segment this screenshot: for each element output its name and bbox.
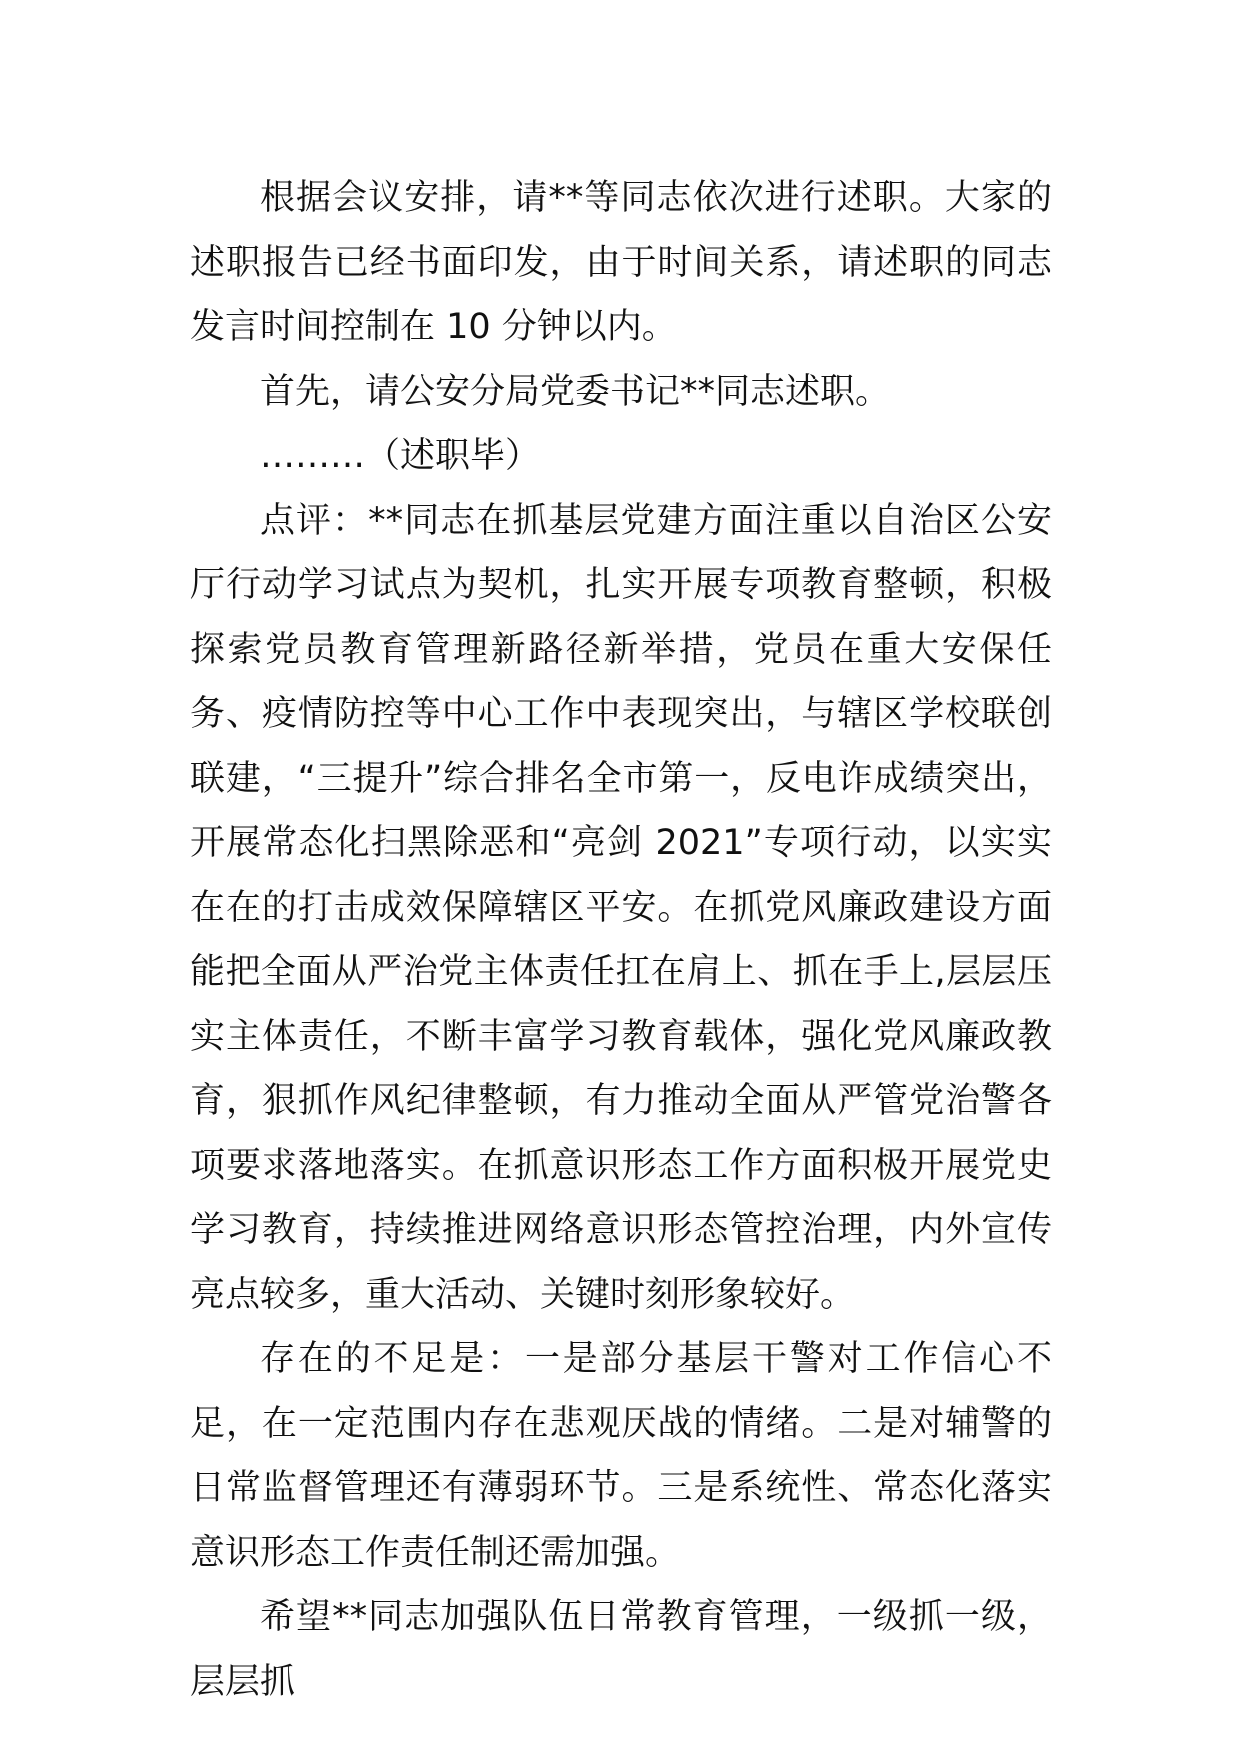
paragraph-report-finished: ………（述职毕）: [260, 436, 541, 476]
paragraph-review-comment: 点评：**同志在抓基层党建方面注重以自治区公安厅行动学习试点为契机，扎实开展专项教育整顿，积极探索党员教育管理新路径新举措，党员在重大安保任务、疫情防控等中心工作中表现突出，与辖区学校联创联建，“三提升”综合排名全市第一，反电诈成绩突出，开展常态化扫黑除恶和“亮剑 2021”专项行动，以实实在在的打击成效保障辖区平安。在抓党风廉政建设方面能把全面从严治党主体责任扛在肩上、抓在手上,层层压实主体责任，不断丰富学习教育载体，强化党风廉政教育，狠抓作风纪律整顿，有力推动全面从严管党治警各项要求落地落实。在抓意识形态工作方面积极开展党史学习教育，持续推进网络意识形态管控治理，内外宣传亮点较多，重大活动、关键时刻形象较好。: [190, 500, 1052, 1315]
paragraph-expectations: 希望**同志加强队伍日常教育管理，一级抓一级，层层抓: [190, 1597, 1052, 1702]
paragraph-shortcomings: 存在的不足是：一是部分基层干警对工作信心不足，在一定范围内存在悲观厌战的情绪。二是对辅警的日常监督管理还有薄弱环节。三是系统性、常态化落实意识形态工作责任制还需加强。: [190, 1339, 1052, 1573]
document-body: [190, 166, 1052, 1714]
paragraph-first-speaker: 首先，请公安分局党委书记**同志述职。: [260, 371, 891, 412]
paragraph-meeting-arrangement: 根据会议安排，请**等同志依次进行述职。大家的述职报告已经书面印发，由于时间关系，请述职的同志发言时间控制在 10 分钟以内。: [190, 178, 1052, 347]
